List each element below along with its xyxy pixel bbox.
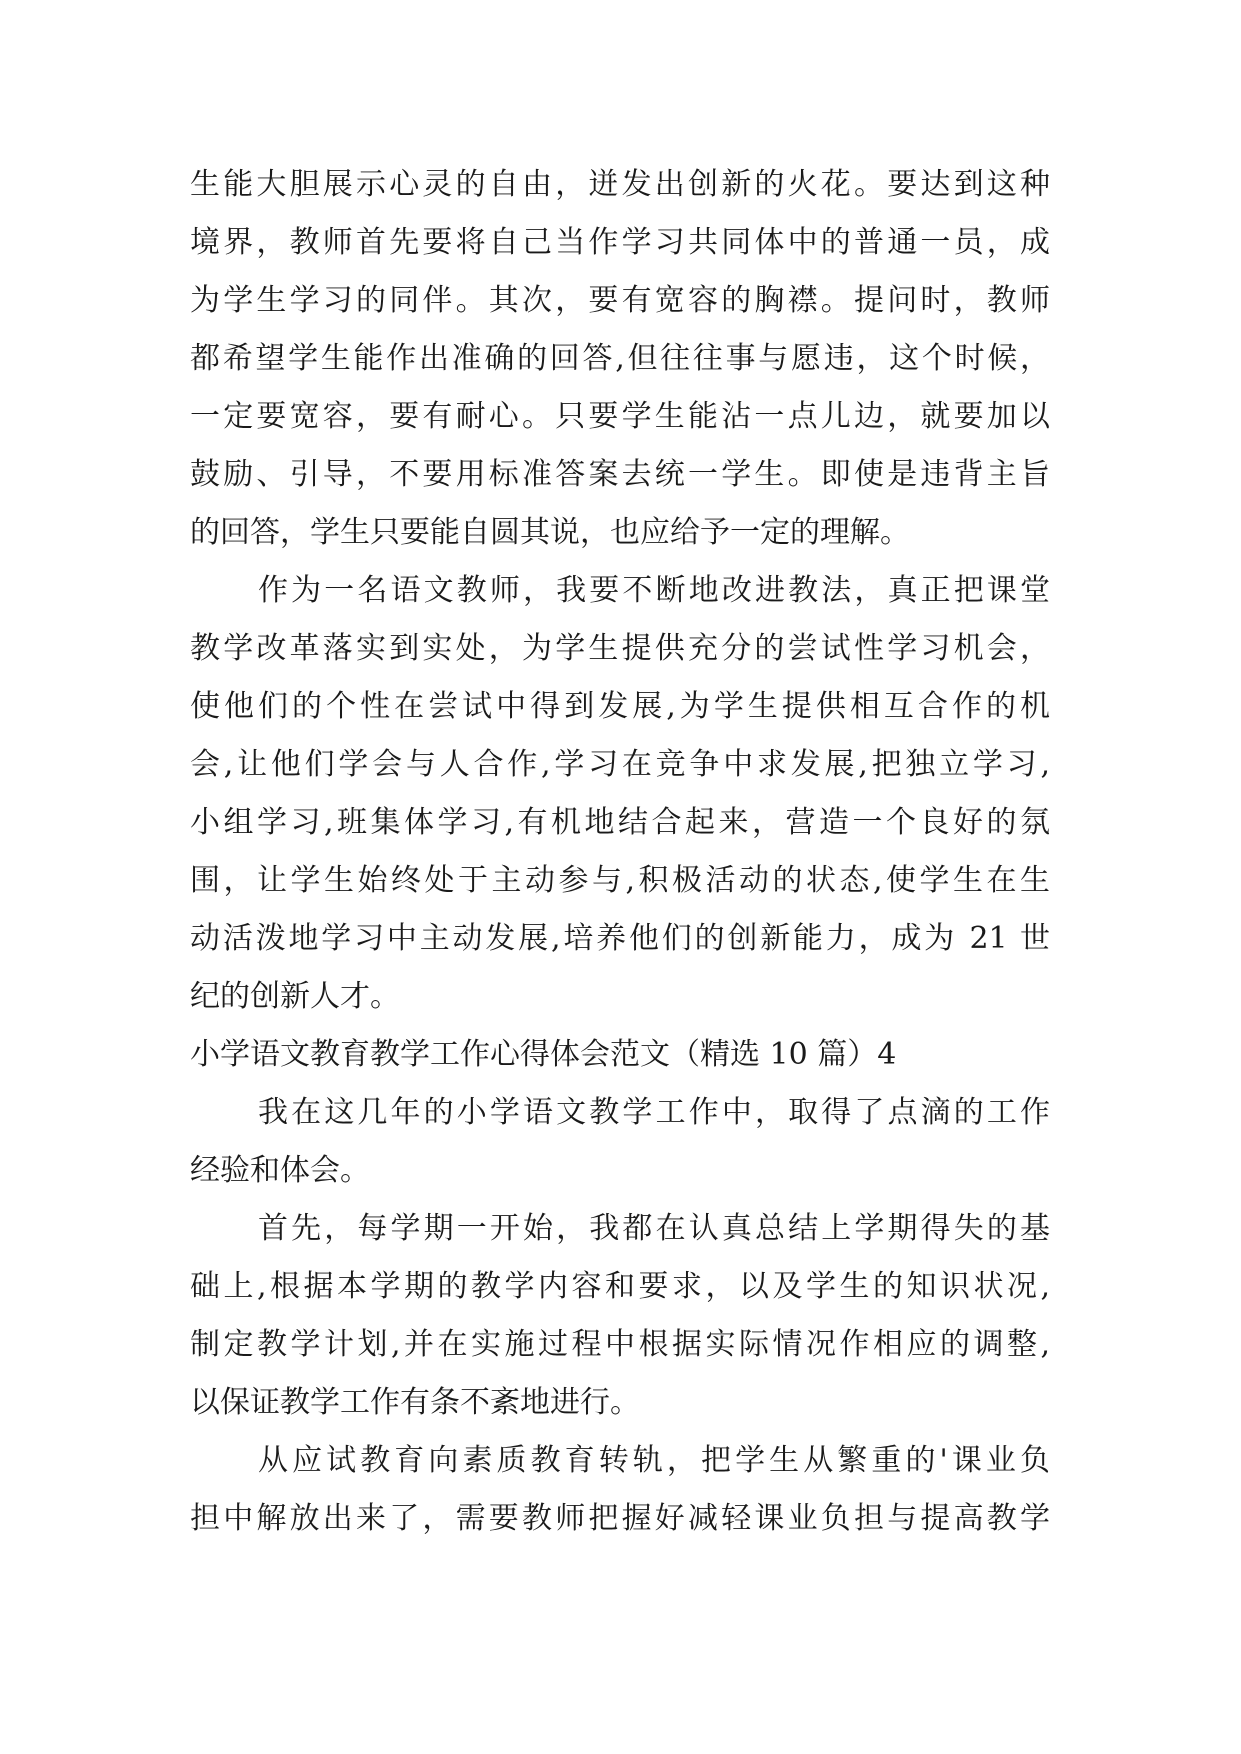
text-line: 境界，教师首先要将自己当作学习共同体中的普通一员，成 (190, 225, 1050, 260)
text-line: 使他们的个性在尝试中得到发展,为学生提供相互合作的机 (190, 689, 1050, 724)
text-line: 小组学习,班集体学习,有机地结合起来，营造一个良好的氛 (190, 805, 1050, 840)
text-line: 纪的创新人才。 (190, 979, 400, 1014)
text-line: 围，让学生始终处于主动参与,积极活动的状态,使学生在生 (190, 863, 1050, 898)
text-line: 一定要宽容，要有耐心。只要学生能沾一点儿边，就要加以 (190, 399, 1050, 434)
text-line: 制定教学计划,并在实施过程中根据实际情况作相应的调整, (190, 1327, 1050, 1362)
paragraph-first-line: 从应试教育向素质教育转轨，把学生从繁重的'课业负 (258, 1443, 1050, 1478)
text-line: 鼓励、引导，不要用标准答案去统一学生。即使是违背主旨 (190, 457, 1050, 492)
paragraph-first-line: 作为一名语文教师，我要不断地改进教法，真正把课堂 (258, 573, 1050, 608)
text-line: 的回答，学生只要能自圆其说，也应给予一定的理解。 (190, 515, 910, 550)
text-line: 动活泼地学习中主动发展,培养他们的创新能力，成为 21 世 (190, 921, 1050, 956)
text-line: 教学改革落实到实处，为学生提供充分的尝试性学习机会， (190, 631, 1050, 666)
section-heading: 小学语文教育教学工作心得体会范文（精选 10 篇）4 (190, 1037, 897, 1072)
text-line: 都希望学生能作出准确的回答,但往往事与愿违，这个时候， (190, 341, 1050, 376)
text-line: 础上,根据本学期的教学内容和要求，以及学生的知识状况, (190, 1269, 1050, 1304)
paragraph-first-line: 我在这几年的小学语文教学工作中，取得了点滴的工作 (258, 1095, 1050, 1130)
text-line: 担中解放出来了，需要教师把握好减轻课业负担与提高教学 (190, 1501, 1050, 1536)
paragraph-first-line: 首先，每学期一开始，我都在认真总结上学期得失的基 (258, 1211, 1050, 1246)
text-line: 经验和体会。 (190, 1153, 370, 1188)
text-line: 以保证教学工作有条不紊地进行。 (190, 1385, 640, 1420)
text-line: 为学生学习的同伴。其次，要有宽容的胸襟。提问时，教师 (190, 283, 1050, 318)
text-line: 会,让他们学会与人合作,学习在竞争中求发展,把独立学习, (190, 747, 1050, 782)
text-line: 生能大胆展示心灵的自由，迸发出创新的火花。要达到这种 (190, 167, 1050, 202)
